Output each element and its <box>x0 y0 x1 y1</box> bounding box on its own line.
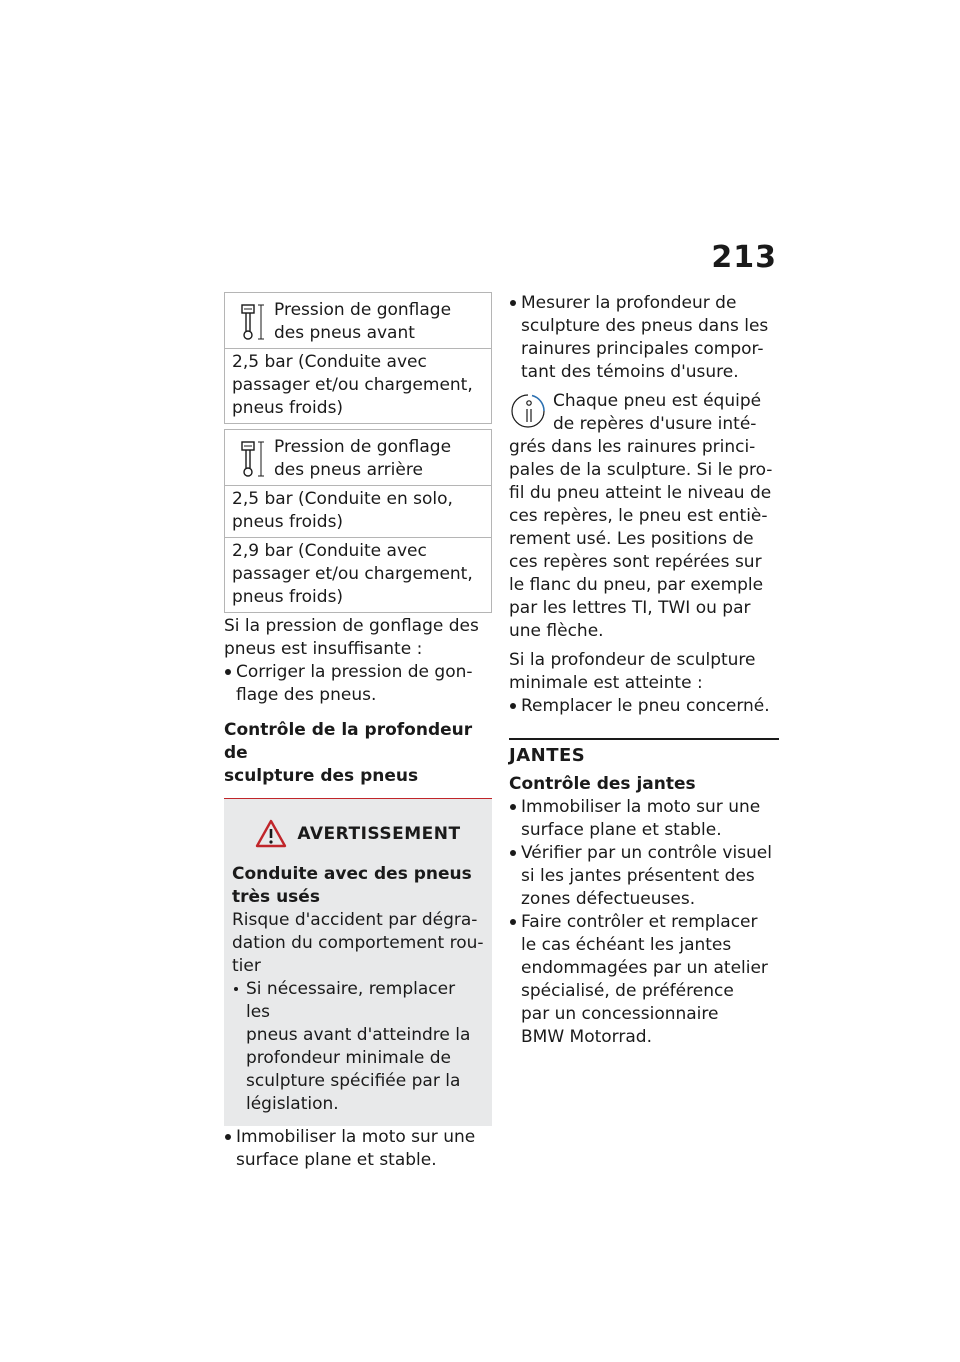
spec-value-row <box>225 486 491 537</box>
note-line: pales de la sculpture. Si le pro- <box>509 460 773 480</box>
section-title: JANTES <box>509 745 586 766</box>
spec-header-line: Pression de gonflage <box>274 300 452 320</box>
spec-value-line: 2,9 bar (Conduite avec <box>232 541 427 561</box>
list-item: Remplacer le pneu concerné. <box>509 695 779 718</box>
note-line: fil du pneu atteint le niveau de <box>509 483 772 503</box>
tread-depth-heading: Contrôle de la profondeur de sculpture des pneus <box>224 720 473 786</box>
spec-value-line: 2,5 bar (Conduite en solo, <box>232 489 453 509</box>
note-line: par les lettres TI, TWI ou par <box>509 598 751 618</box>
list-item: Immobiliser la moto sur une surface plane et stable. <box>224 1126 492 1172</box>
bullet-list <box>509 695 779 718</box>
note-line: rement usé. Les positions de <box>509 529 754 549</box>
spec-table-front <box>224 292 492 424</box>
spec-header <box>225 293 491 349</box>
warning-box <box>224 799 492 1126</box>
warning-bullet-list <box>232 978 484 1116</box>
list-item: Vérifier par un contrôle visuel si les jantes présentent des zones défectueuses. <box>509 842 779 911</box>
spec-header-line: des pneus avant <box>274 323 415 343</box>
bullet-list <box>509 292 779 384</box>
note-line: une flèche. <box>509 621 604 641</box>
spec-value-row <box>225 349 491 423</box>
spec-value-row <box>225 537 491 612</box>
left-column <box>224 292 492 1172</box>
spec-header <box>225 430 491 486</box>
warning-text: Risque d'accident par dégra- dation du comportement rou- tier <box>232 910 484 976</box>
warning-subtitle: Conduite avec des pneus très usés <box>232 864 472 907</box>
note-line: ces repères sont repérées sur <box>509 552 762 572</box>
section-rule <box>509 738 779 740</box>
list-item: Immobiliser la moto sur une surface plane et stable. <box>509 796 779 842</box>
list-item: Faire contrôler et remplacer le cas échéant les jantes endommagées par un atelier spécialisé, de préférence par un concessionnaire BMW Motorrad. <box>509 911 779 1049</box>
page-number: 213 <box>711 240 777 275</box>
min-depth-text: Si la profondeur de sculpture minimale est atteinte : <box>509 650 756 693</box>
info-icon <box>509 392 547 430</box>
bullet-list <box>224 1126 492 1172</box>
insufficient-pressure-text: Si la pression de gonflage des pneus est insuffisante : <box>224 616 479 659</box>
spec-value-line: passager et/ou chargement, <box>232 564 473 584</box>
section-subtitle: Contrôle des jantes <box>509 774 696 794</box>
note-line: de repères d'usure inté- <box>553 414 757 434</box>
spec-value-line: passager et/ou chargement, <box>232 375 473 395</box>
spec-value-line: pneus froids) <box>232 512 344 532</box>
warning-header <box>232 817 484 851</box>
bullet-list <box>224 661 492 707</box>
spec-table-rear <box>224 429 492 613</box>
spec-value-line: pneus froids) <box>232 398 344 418</box>
warning-triangle-icon <box>255 819 287 849</box>
note-line: le flanc du pneu, par exemple <box>509 575 764 595</box>
info-note <box>509 390 779 643</box>
list-item: Si nécessaire, remplacer les pneus avant d'atteindre la profondeur minimale de sculpture spécifiée par la législation. <box>232 978 484 1116</box>
list-item: Mesurer la profondeur de sculpture des pneus dans les rainures principales compor- tant des témoins d'usure. <box>509 292 779 384</box>
spec-header-line: des pneus arrière <box>274 460 423 480</box>
spec-value-line: 2,5 bar (Conduite avec <box>232 352 427 372</box>
spec-header-line: Pression de gonflage <box>274 437 452 457</box>
rim-bullet-list <box>509 796 779 1049</box>
spec-value-line: pneus froids) <box>232 587 344 607</box>
note-line: grés dans les rainures princi- <box>509 437 756 457</box>
warning-title: AVERTISSEMENT <box>297 823 461 844</box>
note-line: ces repères, le pneu est entiè- <box>509 506 768 526</box>
tire-pressure-gauge-icon <box>239 440 265 478</box>
list-item: Corriger la pression de gon- flage des pneus. <box>224 661 492 707</box>
tire-pressure-gauge-icon <box>239 303 265 341</box>
right-column <box>509 292 779 1049</box>
note-line: Chaque pneu est équipé <box>553 391 762 411</box>
